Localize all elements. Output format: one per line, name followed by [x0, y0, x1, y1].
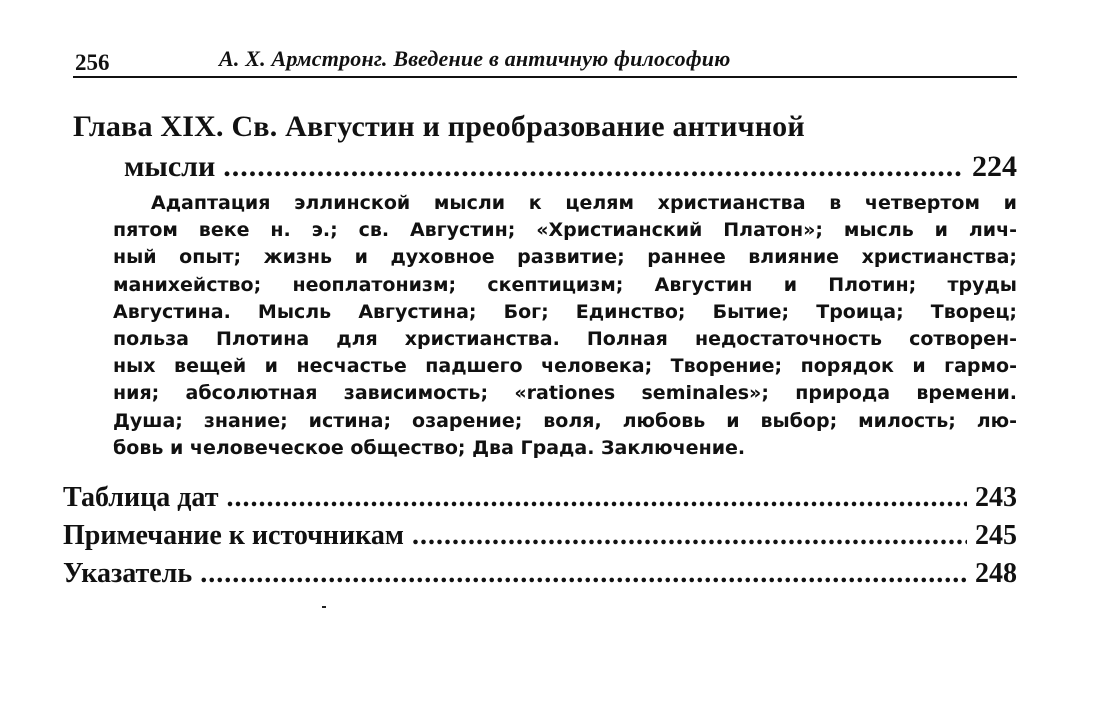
- toc-entry-chronology: [63, 482, 1017, 514]
- summary-line: польза Плотина для христианства. Полная недостаточность сотворен-: [113, 328, 1017, 351]
- dot-leader: [200, 558, 967, 590]
- page-header: [73, 44, 1017, 78]
- dot-leader: [412, 520, 967, 552]
- dot-leader: [223, 150, 964, 184]
- print-speck: [322, 606, 326, 608]
- toc-entry-title: Примечание к источникам: [63, 520, 404, 551]
- chapter-summary: [113, 190, 1017, 462]
- toc-entry-index: [63, 558, 1017, 590]
- chapter-title-line2: мысли: [124, 150, 216, 183]
- chapter-page-number: 224: [972, 150, 1017, 183]
- summary-line: бовь и человеческое общество; Два Града. Заключение.: [113, 436, 746, 459]
- summary-line: Душа; знание; истина; озарение; воля, любовь и выбор; милость; лю-: [113, 409, 1017, 432]
- summary-line: пятом веке н. э.; св. Августин; «Христианский Платон»; мысль и лич-: [113, 219, 1017, 242]
- toc-entry-title: Таблица дат: [63, 482, 219, 513]
- toc-entry-page: 243: [975, 482, 1017, 513]
- summary-line: манихейство; неоплатонизм; скептицизм; Августин и Плотин; труды: [113, 273, 1017, 296]
- chapter-title-continuation: [124, 150, 1017, 184]
- summary-line: ный опыт; жизнь и духовное развитие; раннее влияние христианства;: [113, 246, 1017, 269]
- summary-line: ных вещей и несчастье падшего человека; Творение; порядок и гармо-: [113, 355, 1017, 378]
- dot-leader: [226, 482, 967, 514]
- running-title: А. Х. Армстронг. Введение в античную философию: [219, 46, 731, 71]
- summary-line: ния; абсолютная зависимость; «rationes seminales»; природа времени.: [113, 382, 1017, 405]
- toc-entry-page: 248: [975, 558, 1017, 589]
- toc-entry-page: 245: [975, 520, 1017, 551]
- toc-entry-sources-note: [63, 520, 1017, 552]
- toc-entry-title: Указатель: [63, 558, 193, 589]
- summary-line: Адаптация эллинской мысли к целям христианства в четвертом и: [151, 192, 1017, 214]
- summary-line: Августина. Мысль Августина; Бог; Единство; Бытие; Троица; Творец;: [113, 300, 1017, 323]
- page-number: 256: [75, 50, 110, 75]
- chapter-title: Глава XIX. Св. Августин и преобразование античной: [73, 110, 805, 143]
